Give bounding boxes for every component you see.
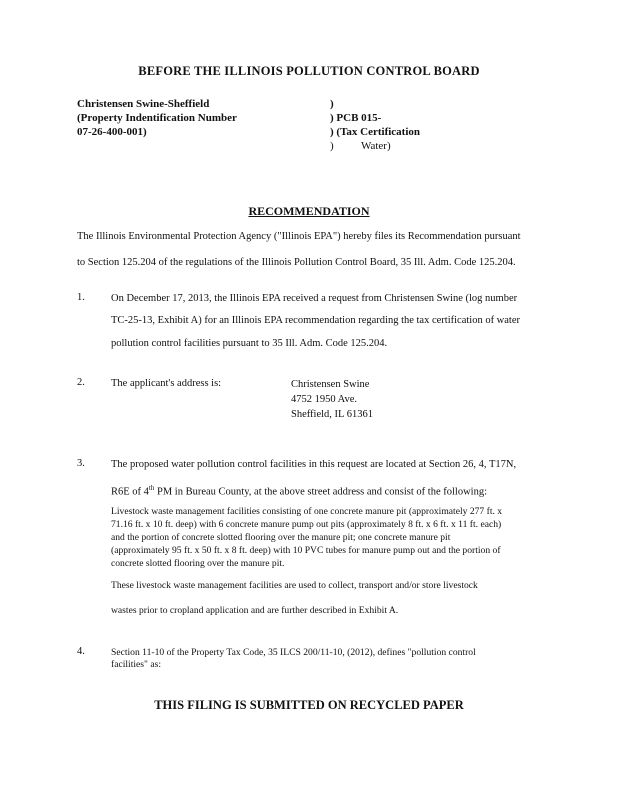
applicant-address-label: The applicant's address is: bbox=[111, 378, 222, 389]
para-3-number: 3. bbox=[77, 458, 85, 469]
caption-right bbox=[330, 97, 420, 153]
description-line: 71.16 ft. x 10 ft. deep) with 6 concrete manure pump out pits (approximately 8 ft. x 6 ft. x 11 ft. each) bbox=[111, 519, 502, 530]
caption-right-line: ) (Tax Certification bbox=[330, 126, 421, 138]
para-3-line-2a: R6E of 4 bbox=[111, 486, 149, 498]
address-line: Christensen Swine bbox=[291, 379, 370, 390]
facility-description bbox=[111, 505, 502, 570]
caption-right-line: ) PCB 015- bbox=[330, 112, 382, 124]
para-3-line-2b: PM in Bureau County, at the above street address and consist of the following: bbox=[154, 486, 488, 498]
para-3-line-2 bbox=[111, 481, 487, 500]
caption-right-line: ) Water) bbox=[330, 140, 391, 152]
para-1-line-3: pollution control facilities pursuant to 35 Ill. Adm. Code 125.204. bbox=[111, 338, 388, 349]
para-1-line-1: On December 17, 2013, the Illinois EPA received a request from Christensen Swine (log number bbox=[111, 293, 518, 304]
description-line: concrete slotted flooring over the manure pit. bbox=[111, 558, 285, 569]
caption-left bbox=[77, 97, 237, 139]
para-3-line-1: The proposed water pollution control facilities in this request are located at Section 26, 4, T17N, bbox=[111, 459, 517, 470]
document-title: BEFORE THE ILLINOIS POLLUTION CONTROL BOARD bbox=[138, 64, 480, 78]
applicant-address bbox=[291, 377, 373, 422]
para-4-line-2: facilities" as: bbox=[111, 659, 162, 670]
para-4-line-1: Section 11-10 of the Property Tax Code, 35 ILCS 200/11-10, (2012), defines "pollution control bbox=[111, 647, 476, 658]
description-line: and the portion of concrete slotted flooring over the manure pit; one concrete manure pit bbox=[111, 532, 451, 543]
para-1-line-2: TC-25-13, Exhibit A) for an Illinois EPA recommendation regarding the tax certification of water bbox=[111, 315, 521, 326]
caption-right-line: ) bbox=[330, 98, 334, 110]
intro-line-2: to Section 125.204 of the regulations of the Illinois Pollution Control Board, 35 Ill. Adm. Code 125.204. bbox=[77, 257, 516, 268]
description-line: (approximately 95 ft. x 50 ft. x 8 ft. deep) with 10 PVC tubes for manure pump out and the portion of bbox=[111, 545, 501, 556]
caption-left-line: Christensen Swine-Sheffield bbox=[77, 98, 210, 110]
description-line: Livestock waste management facilities consisting of one concrete manure pit (approximately 277 ft. x bbox=[111, 506, 503, 517]
para-4-number: 4. bbox=[77, 646, 85, 657]
caption-left-line: (Property Indentification Number bbox=[77, 112, 237, 124]
address-line: Sheffield, IL 61361 bbox=[291, 409, 373, 420]
intro-line-1: The Illinois Environmental Protection Agency ("Illinois EPA") hereby files its Recommendation pursuant bbox=[77, 231, 521, 242]
recycled-paper-footer: THIS FILING IS SUBMITTED ON RECYCLED PAPER bbox=[154, 698, 464, 712]
ordinal-suffix: th bbox=[148, 484, 155, 492]
para-2-number: 2. bbox=[77, 377, 85, 388]
para-1-number: 1. bbox=[77, 292, 85, 303]
address-line: 4752 1950 Ave. bbox=[291, 394, 358, 405]
facility-use-line-2: wastes prior to cropland application and are further described in Exhibit A. bbox=[111, 605, 399, 616]
section-heading: RECOMMENDATION bbox=[248, 204, 370, 218]
facility-use-line-1: These livestock waste management facilities are used to collect, transport and/or store livestock bbox=[111, 580, 478, 591]
caption-left-line: 07-26-400-001) bbox=[77, 126, 147, 138]
